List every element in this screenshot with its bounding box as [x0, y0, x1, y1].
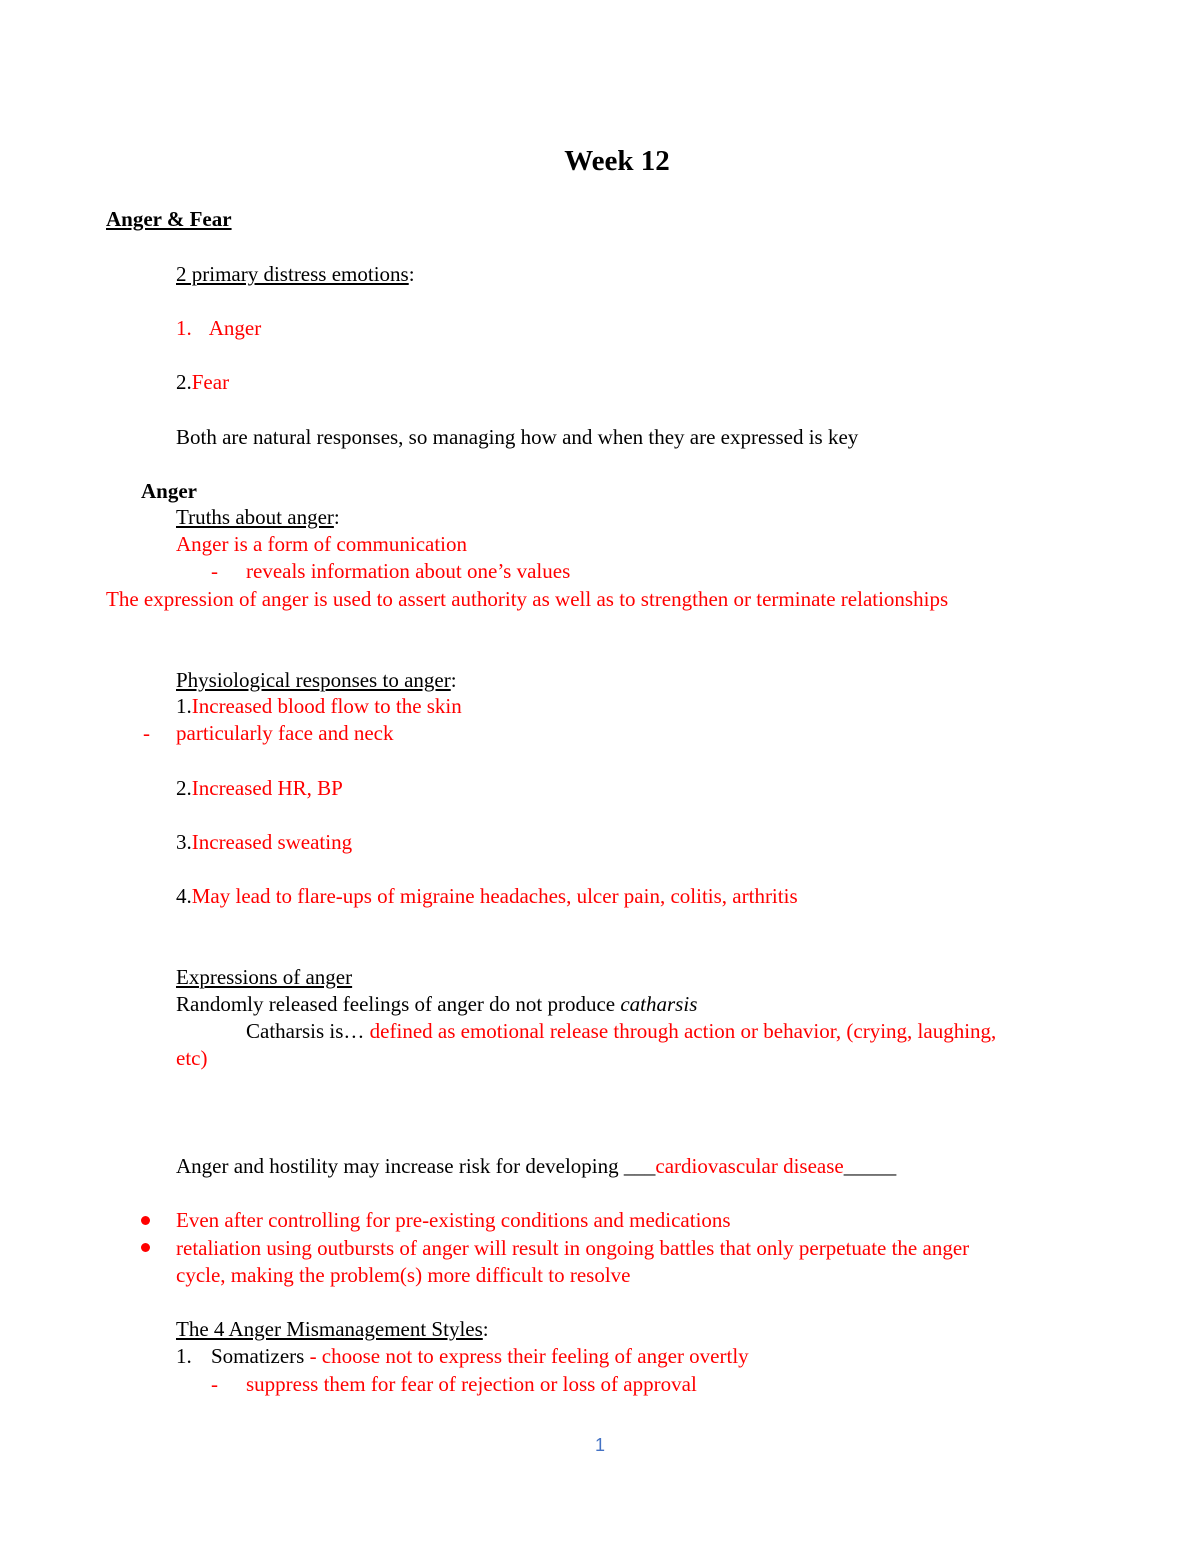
- physiological-number-1: 1.: [176, 694, 192, 718]
- physiological-item-3: [176, 829, 352, 855]
- physiological-number-3: 3.: [176, 830, 192, 854]
- truths-reveals-dash: -: [211, 559, 218, 583]
- physiological-item-1: [176, 693, 462, 719]
- emotion-item-fear: [176, 369, 229, 395]
- physiological-sub-text: particularly face and neck: [176, 721, 394, 745]
- physiological-text-4: May lead to flare-ups of migraine headaches, ulcer pain, colitis, arthritis: [191, 884, 798, 908]
- styles-label: The 4 Anger Mismanagement Styles: [176, 1317, 483, 1341]
- styles-item-1-name: Somatizers: [211, 1344, 305, 1368]
- primary-emotions-colon: :: [408, 262, 415, 286]
- styles-sub-dash: -: [211, 1372, 218, 1396]
- styles-item-1-desc: - choose not to express their feeling of anger overtly: [304, 1344, 749, 1368]
- primary-emotions-label-line: [176, 261, 415, 287]
- emotion-number-2: 2.: [176, 370, 192, 394]
- physiological-item-2: [176, 775, 343, 801]
- emotion-number-1: 1.: [176, 316, 192, 340]
- bullet-dot-1: [141, 1216, 150, 1225]
- physiological-label-line: [176, 667, 457, 693]
- catharsis-is-text: Catharsis is…: [246, 1019, 370, 1043]
- bullet-dot-2: [141, 1243, 150, 1252]
- emotion-item-anger: [176, 315, 261, 341]
- truths-colon: :: [333, 505, 340, 529]
- anger-heading: Anger: [141, 479, 197, 503]
- emotion-fear: Fear: [191, 370, 230, 394]
- bullet-text-2-line-1: retaliation using outbursts of anger will result in ongoing battles that only perpetuate the anger: [176, 1236, 970, 1260]
- physiological-text-1: Increased blood flow to the skin: [191, 694, 462, 718]
- truths-expression-text: The expression of anger is used to assert authority as well as to strengthen or terminate relationships: [106, 587, 949, 611]
- hostility-suffix: _____: [843, 1154, 897, 1178]
- truths-label-line: [176, 504, 340, 530]
- primary-emotions-label: 2 primary distress emotions: [176, 262, 409, 286]
- physiological-item-4: [176, 883, 798, 909]
- both-natural-text: Both are natural responses, so managing how and when they are expressed is key: [176, 425, 859, 449]
- catharsis-definition-2: etc): [176, 1046, 208, 1070]
- catharsis-definition-1: defined as emotional release through action or behavior, (crying, laughing,: [369, 1019, 997, 1043]
- physiological-number-4: 4.: [176, 884, 192, 908]
- styles-sub-text: suppress them for fear of rejection or loss of approval: [246, 1372, 697, 1396]
- bullet-text-2-line-2: cycle, making the problem(s) more difficult to resolve: [176, 1263, 631, 1287]
- expressions-catharsis-word: catharsis: [620, 992, 698, 1016]
- styles-number-1: 1.: [176, 1344, 192, 1368]
- styles-label-line: [176, 1316, 489, 1342]
- expressions-random-line: [176, 991, 697, 1017]
- hostility-answer: cardiovascular disease: [655, 1154, 844, 1178]
- hostility-line: [176, 1153, 896, 1179]
- expressions-label: Expressions of anger: [176, 965, 353, 989]
- truths-reveals-text: reveals information about one’s values: [246, 559, 571, 583]
- physiological-label: Physiological responses to anger: [176, 668, 451, 692]
- expressions-random-text: Randomly released feelings of anger do not produce: [176, 992, 621, 1016]
- truths-form-text: Anger is a form of communication: [176, 532, 468, 556]
- section-heading: Anger & Fear: [106, 207, 232, 231]
- page-title: Week 12: [564, 145, 670, 177]
- catharsis-definition-line: [246, 1018, 996, 1044]
- physiological-text-3: Increased sweating: [191, 830, 353, 854]
- physiological-colon: :: [450, 668, 457, 692]
- bullet-text-1: Even after controlling for pre-existing conditions and medications: [176, 1208, 731, 1232]
- physiological-number-2: 2.: [176, 776, 192, 800]
- emotion-anger: Anger: [208, 316, 262, 340]
- styles-colon: :: [482, 1317, 489, 1341]
- styles-item-1: [211, 1343, 749, 1369]
- truths-label: Truths about anger: [176, 505, 334, 529]
- physiological-sub-dash: -: [143, 721, 150, 745]
- hostility-prefix: Anger and hostility may increase risk for developing ___: [176, 1154, 656, 1178]
- physiological-text-2: Increased HR, BP: [191, 776, 343, 800]
- page-number: 1: [594, 1435, 605, 1455]
